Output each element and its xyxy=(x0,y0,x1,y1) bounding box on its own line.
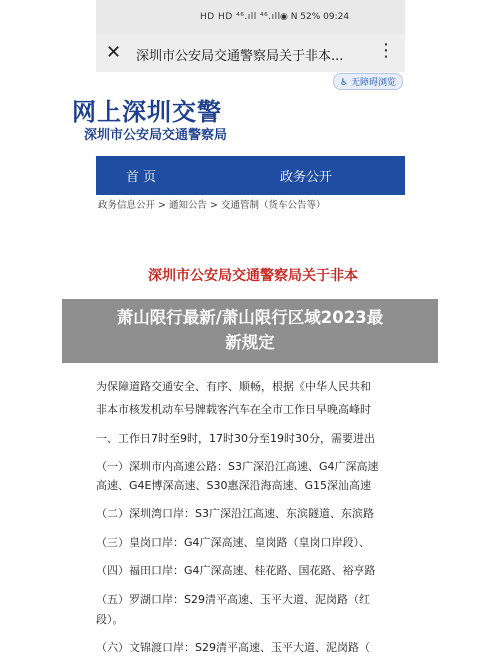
document-paragraph: （六）文锦渡口岸：S29清平高速、玉平大道、泥岗路（ xyxy=(96,641,370,654)
breadcrumb: 政务信息公开 > 通知公告 > 交通管制（货车公告等） xyxy=(98,200,326,211)
document-paragraph: （二）深圳湾口岸：S3广深沿江高速、东滨隧道、东滨路 xyxy=(96,507,374,520)
article-title xyxy=(62,305,438,355)
more-menu-icon[interactable]: ⋮ xyxy=(377,40,395,61)
close-icon[interactable]: ✕ xyxy=(106,42,122,63)
document-paragraph: 一、工作日7时至9时，17时30分至19时30分，需要进出 xyxy=(96,432,375,445)
document-paragraph: （一）深圳市内高速公路：S3广深沿江高速、G4广深高速 xyxy=(96,460,379,473)
article-title-line-1: 萧山限行最新/萧山限行区域2023最 xyxy=(116,308,384,327)
document-paragraph: （四）福田口岸：G4广深高速、桂花路、国花路、裕亨路 xyxy=(96,564,376,577)
document-paragraph: 段）。 xyxy=(96,613,124,626)
signal-indicators: HD HD ⁴⁶.ıll ⁴⁶.ıll xyxy=(200,12,281,22)
document-title: 深圳市公安局交通警察局关于非本 xyxy=(148,268,358,284)
accessibility-icon: ♿ xyxy=(340,78,349,88)
nav-item-home[interactable]: 首 页 xyxy=(126,170,157,185)
document-paragraph: 非本市核发机动车号牌载客汽车在全市工作日早晚高峰时 xyxy=(96,403,371,416)
nav-item-gov[interactable]: 政务公开 xyxy=(280,170,333,185)
battery-clock: ◉ N 52% 09:24 xyxy=(280,12,350,22)
status-bar xyxy=(96,0,405,34)
document-paragraph: （三）皇岗口岸：G4广深高速、皇岗路（皇岗口岸段）、 xyxy=(96,536,371,549)
accessibility-button[interactable] xyxy=(333,73,403,90)
site-logo-subtitle: 深圳市公安局交通警察局 xyxy=(84,128,228,143)
article-title-line-2: 新规定 xyxy=(225,333,275,352)
document-paragraph: （五）罗湖口岸：S29清平高速、玉平大道、泥岗路（红 xyxy=(96,593,370,606)
document-paragraph: 高速、G4E博深高速、S30惠深沿海高速、G15深汕高速 xyxy=(96,479,371,492)
browser-title-bar xyxy=(96,34,405,72)
accessibility-label: 无障碍浏览 xyxy=(350,78,396,88)
accessibility-row xyxy=(96,72,405,90)
article-title-overlay xyxy=(62,299,438,363)
document-paragraph: 为保障道路交通安全、有序、顺畅，根据《中华人民共和 xyxy=(96,380,371,393)
page-title: 深圳市公安局交通警察局关于非本... xyxy=(136,49,344,64)
main-nav xyxy=(96,156,405,195)
site-logo-title: 网上深圳交警 xyxy=(72,97,222,126)
